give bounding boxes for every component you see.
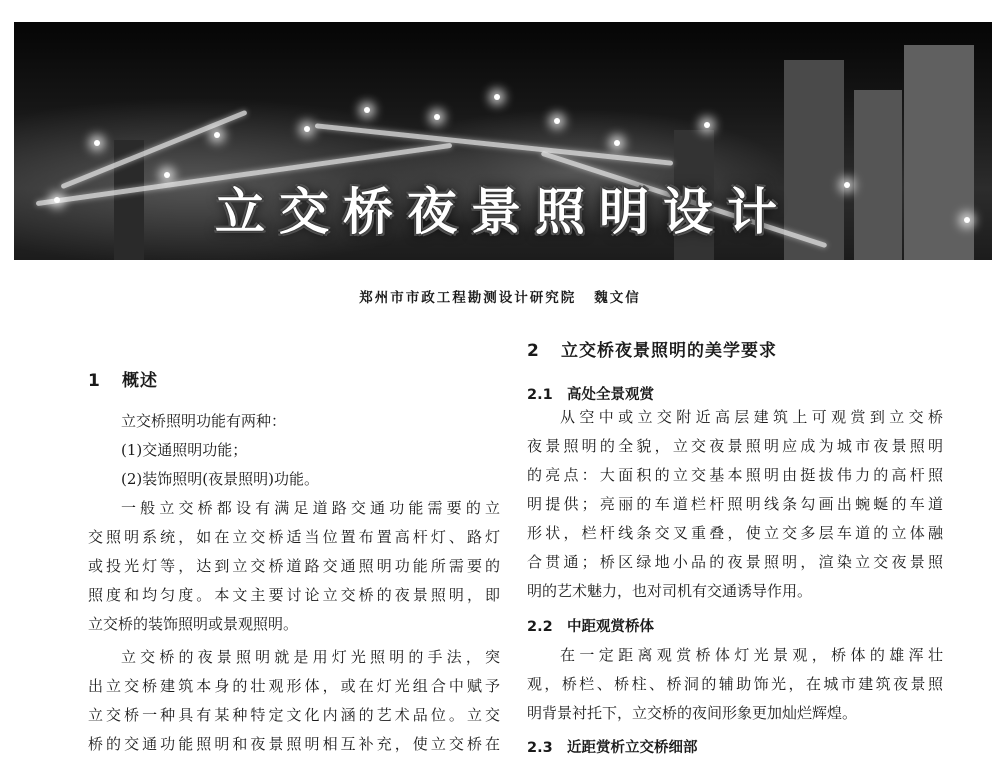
paragraph-line: 立交桥照明功能有两种： bbox=[121, 412, 287, 430]
section-heading-2 bbox=[527, 336, 777, 361]
street-light bbox=[704, 122, 710, 128]
street-light bbox=[494, 94, 500, 100]
paragraph-line: 形状，栏杆线条交叉重叠，使立交多层车道的立体融 bbox=[527, 524, 943, 542]
section-title: 立交桥夜景照明的美学要求 bbox=[561, 341, 777, 361]
paragraph-line: (2)装饰照明(夜景照明)功能。 bbox=[121, 470, 319, 488]
street-light bbox=[214, 132, 220, 138]
section-number: 1 bbox=[88, 371, 101, 391]
paragraph-line: 立交桥的夜景照明就是用灯光照明的手法，突 bbox=[121, 648, 500, 666]
subsection-number: 2.3 bbox=[527, 740, 553, 756]
paragraph-line: 立交桥的装饰照明或景观照明。 bbox=[88, 615, 299, 633]
subsection-title: 高处全景观赏 bbox=[567, 387, 654, 403]
paragraph-line: 一般立交桥都设有满足道路交通功能需要的立 bbox=[121, 499, 500, 517]
street-light bbox=[434, 114, 440, 120]
paragraph-line: 出立交桥建筑本身的壮观形体，或在灯光组合中赋予 bbox=[88, 677, 500, 695]
subsection-title: 中距观赏桥体 bbox=[567, 619, 654, 635]
paragraph-line: 夜景照明的全貌，立交夜景照明应成为城市夜景照明 bbox=[527, 437, 943, 455]
subsection-heading-2-1 bbox=[527, 383, 654, 404]
organization: 郑州市市政工程勘测设计研究院 bbox=[359, 290, 577, 306]
paragraph-line: 的亮点：大面积的立交基本照明由挺拔伟力的高杆照 bbox=[527, 466, 943, 484]
paragraph-line: 或投光灯等，达到立交桥道路交通照明功能所需要的 bbox=[88, 557, 500, 575]
subsection-heading-2-3 bbox=[527, 736, 698, 757]
paragraph-line: 交照明系统，如在立交桥适当位置布置高杆灯、路灯 bbox=[88, 528, 500, 546]
street-light bbox=[554, 118, 560, 124]
paragraph-line: 明提供；亮丽的车道栏杆照明线条勾画出蜿蜒的车道 bbox=[527, 495, 943, 513]
paragraph-line: 明背景衬托下，立交桥的夜间形象更加灿烂辉煌。 bbox=[527, 704, 858, 722]
street-light bbox=[94, 140, 100, 146]
byline bbox=[0, 286, 1000, 306]
paragraph-line: 在一定距离观赏桥体灯光景观，桥体的雄浑壮 bbox=[560, 646, 943, 664]
paragraph-line: 合贯通；桥区绿地小品的夜景照明，渲染立交夜景照 bbox=[527, 553, 943, 571]
paragraph-line: 从空中或立交附近高层建筑上可观赏到立交桥 bbox=[560, 408, 943, 426]
street-light bbox=[304, 126, 310, 132]
article-title: 立交桥夜景照明设计 bbox=[215, 183, 791, 241]
street-light bbox=[614, 140, 620, 146]
section-heading-1 bbox=[88, 366, 158, 391]
subsection-number: 2.2 bbox=[527, 619, 553, 635]
paragraph-line: 明的艺术魅力，也对司机有交通诱导作用。 bbox=[527, 582, 813, 600]
paragraph-line: 立交桥一种具有某种特定文化内涵的艺术品位。立交 bbox=[88, 706, 500, 724]
paragraph-line: (1)交通照明功能； bbox=[121, 441, 248, 459]
paragraph-line: 观，桥栏、桥柱、桥洞的辅助饰光，在城市建筑夜景照 bbox=[527, 675, 943, 693]
paragraph-line: 照度和均匀度。本文主要讨论立交桥的夜景照明，即 bbox=[88, 586, 500, 604]
section-number: 2 bbox=[527, 341, 540, 361]
subsection-title: 近距赏析立交桥细部 bbox=[567, 740, 698, 756]
section-title: 概述 bbox=[122, 371, 158, 391]
street-light bbox=[364, 107, 370, 113]
subsection-heading-2-2 bbox=[527, 615, 654, 636]
author: 魏文信 bbox=[594, 290, 641, 306]
paragraph-line: 桥的交通功能照明和夜景照明相互补充，使立交桥在 bbox=[88, 735, 500, 753]
banner-photo bbox=[14, 22, 992, 260]
subsection-number: 2.1 bbox=[527, 387, 553, 403]
